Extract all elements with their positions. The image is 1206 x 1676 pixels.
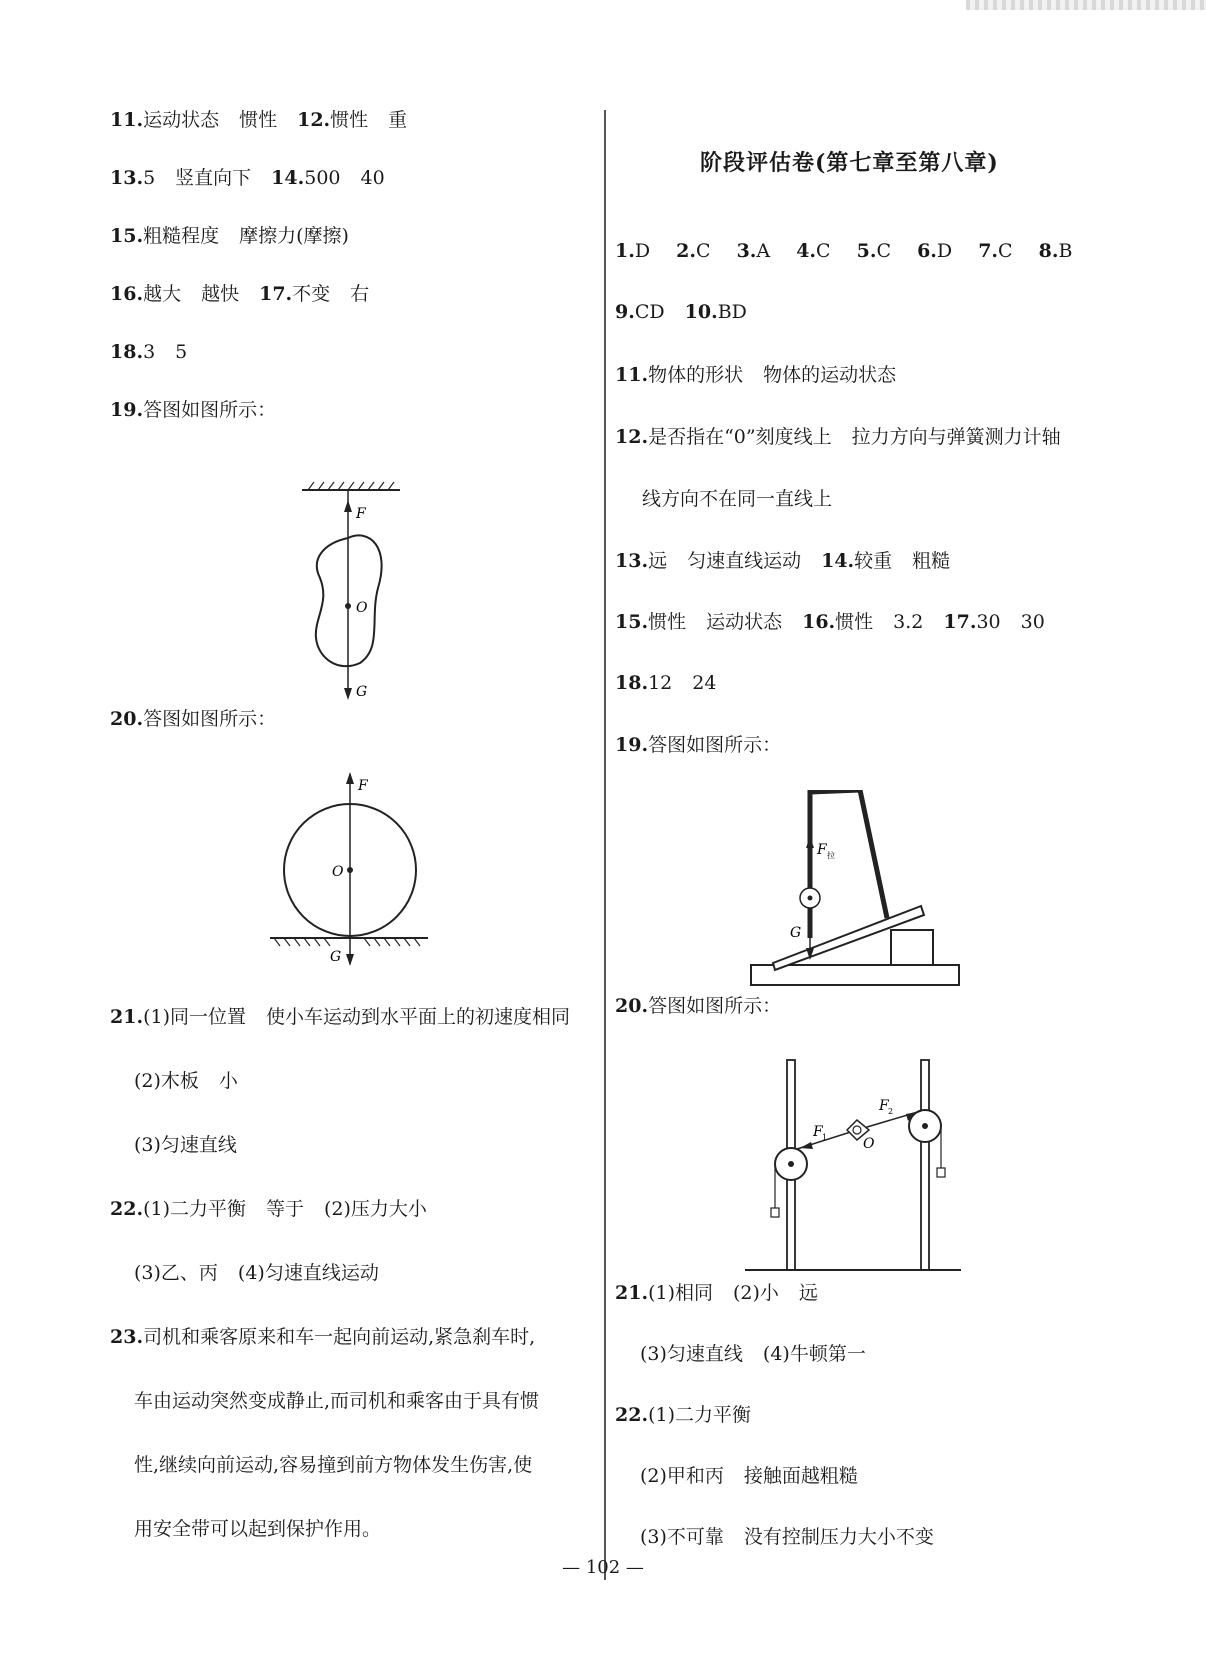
label-F: F <box>817 842 827 858</box>
label-F-subscript: 拉 <box>827 851 835 860</box>
answer-21-1: 21.(1)同一位置 使小车运动到水平面上的初速度相同 <box>110 1006 570 1028</box>
answer-19: 19.答图如图所示： <box>110 399 277 421</box>
answer-1-8: 1.D 2.C 3.A 4.C 5.C 6.D 7.C 8.B <box>615 240 1073 262</box>
answer-21-2: (2)木板 小 <box>134 1070 238 1092</box>
label-G: G <box>790 925 802 941</box>
label-G: G <box>330 949 342 965</box>
label-F: F <box>358 778 368 794</box>
answer-15: 15.粗糙程度 摩擦力(摩擦) <box>110 225 349 247</box>
figure-pulley-balance <box>745 1058 965 1273</box>
figure-hanging-object <box>290 478 410 703</box>
answer-21-1: 21.(1)相同 (2)小 远 <box>615 1282 818 1304</box>
answer-23-line4: 用安全带可以起到保护作用。 <box>134 1518 382 1540</box>
label-F: F <box>356 506 366 522</box>
answer-11-12: 11.运动状态 惯性 12.惯性 重 <box>110 109 408 131</box>
answer-13-14: 13.远 匀速直线运动 14.较重 粗糙 <box>615 550 951 572</box>
answer-15-17: 15.惯性 运动状态 16.惯性 3.2 17.30 30 <box>615 611 1045 633</box>
answer-11: 11.物体的形状 物体的运动状态 <box>615 364 897 386</box>
answer-21-3: (3)匀速直线 <box>134 1134 237 1156</box>
answer-22-1: 22.(1)二力平衡 等于 (2)压力大小 <box>110 1198 427 1220</box>
section-title: 阶段评估卷(第七章至第八章) <box>700 150 999 176</box>
answer-9-10: 9.CD 10.BD <box>615 301 747 323</box>
figure-object-on-incline <box>745 790 965 990</box>
answer-23-line1: 23.司机和乘客原来和车一起向前运动,紧急刹车时, <box>110 1326 536 1348</box>
label-F2-subscript: 2 <box>888 1107 894 1116</box>
figure-ball-on-ground <box>268 768 438 968</box>
answer-22-2: (2)甲和丙 接触面越粗糙 <box>640 1465 858 1487</box>
answer-22-2: (3)乙、丙 (4)匀速直线运动 <box>134 1262 379 1284</box>
answer-23-line2: 车由运动突然变成静止,而司机和乘客由于具有惯 <box>134 1390 540 1412</box>
answer-12-line1: 12.是否指在“0”刻度线上 拉力方向与弹簧测力计轴 <box>615 426 1061 448</box>
answer-20: 20.答图如图所示： <box>110 708 277 730</box>
label-F1-subscript: 1 <box>822 1133 828 1142</box>
answer-19: 19.答图如图所示： <box>615 734 782 756</box>
label-O: O <box>356 600 368 616</box>
answer-22-1: 22.(1)二力平衡 <box>615 1404 751 1426</box>
answer-23-line3: 性,继续向前运动,容易撞到前方物体发生伤害,使 <box>134 1454 533 1476</box>
label-O: O <box>863 1136 875 1152</box>
answer-18: 18.12 24 <box>615 672 717 694</box>
answer-13-14: 13.5 竖直向下 14.500 40 <box>110 167 385 189</box>
answer-18: 18.3 5 <box>110 341 188 363</box>
answer-16-17: 16.越大 越快 17.不变 右 <box>110 283 370 305</box>
answer-12-line2: 线方向不在同一直线上 <box>642 488 833 510</box>
answer-22-3: (3)不可靠 没有控制压力大小不变 <box>640 1526 934 1548</box>
scan-edge-strip <box>966 0 1206 10</box>
answer-20: 20.答图如图所示： <box>615 995 782 1017</box>
column-divider <box>604 110 606 1580</box>
label-G: G <box>356 684 368 700</box>
label-F2: F <box>879 1098 889 1114</box>
label-F1: F <box>813 1124 823 1140</box>
answer-21-2: (3)匀速直线 (4)牛顿第一 <box>640 1343 866 1365</box>
label-O: O <box>332 864 344 880</box>
page-number: — 102 — <box>562 1557 644 1578</box>
